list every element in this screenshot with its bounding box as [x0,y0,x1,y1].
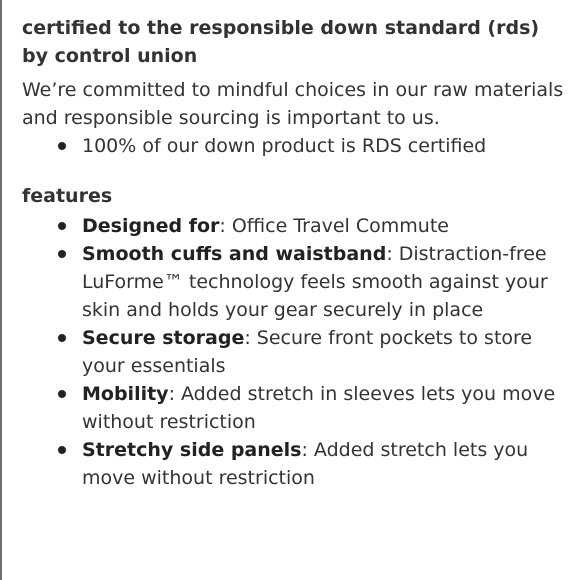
rds-bullet-text: 100% of our down product is RDS certified [82,135,487,157]
list-item [82,324,564,380]
feature-term: Secure storage [82,327,245,349]
bullet-icon [58,446,66,454]
list-item [82,132,564,160]
bullet-icon [58,222,66,230]
feature-description: : Added stretch in sleeves lets you move without restriction [82,383,556,433]
list-item [82,436,564,492]
feature-description: : Office Travel Commute [219,215,449,237]
feature-description: : Distraction-free LuForme™ technology feels smooth against your skin and holds your gear securely in place [82,243,548,321]
rds-intro-text: We’re committed to mindful choices in our raw materials and responsible sourcing is important to us. [22,79,564,129]
bullet-icon [58,390,66,398]
bullet-icon [58,250,66,258]
list-item [82,380,564,436]
rds-bullet-list [22,132,564,160]
features-section [22,182,564,492]
left-edge-divider [0,0,2,580]
features-heading: features [22,185,113,207]
feature-term: Mobility [82,383,169,405]
feature-term: Designed for [82,215,220,237]
feature-description: : Secure front pockets to store your essentials [82,327,533,377]
rds-heading: certified to the responsible down standard (rds) by control union [22,17,540,67]
features-list [22,212,564,492]
feature-term: Stretchy side panels [82,439,302,461]
list-item [82,240,564,324]
bullet-icon [58,334,66,342]
bullet-icon [58,142,66,150]
rds-section [22,14,564,160]
feature-description: : Added stretch lets you move without restriction [82,439,529,489]
feature-term: Smooth cuffs and waistband [82,243,387,265]
list-item [82,212,564,240]
